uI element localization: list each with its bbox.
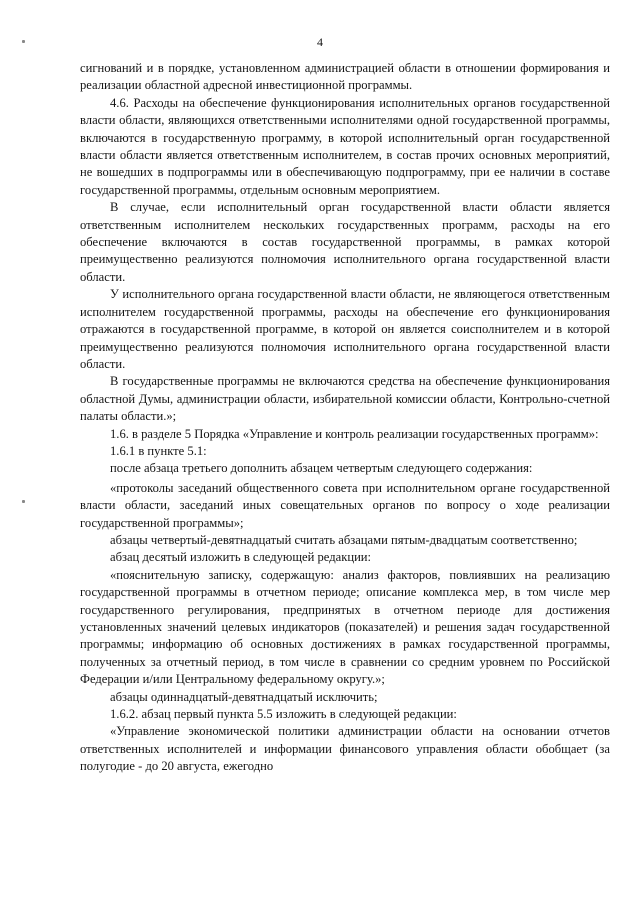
paragraph: абзацы четвертый-девятнадцатый считать абзацами пятым-двадцатым соответственно;	[110, 532, 578, 547]
paragraph: В государственные программы не включаются средства на обеспечение функционирования областной Думы, администрации области, избирательной комиссии области, Контрольно-счетной палаты области.»;	[80, 374, 610, 424]
paragraph: 4.6. Расходы на обеспечение функционирования исполнительных органов государственной власти области, являющихся ответственными исполнителями одной государственной программы, включаются в государственную программу, в которой исполнительный орган государственной власти области является ответственным исполнителем, в состав прочих основных мероприятий, не вошедших в подпрограммы или в обеспечивающую подпрограмму, при ее наличии в составе государственной программы, отдельным основным мероприятием.	[80, 95, 610, 197]
paragraph: 1.6. в разделе 5 Порядка «Управление и контроль реализации государственных программ»:	[110, 426, 599, 441]
paragraph: «пояснительную записку, содержащую: анализ факторов, повлиявших на реализацию государственной программы в отчетном периоде; описание комплекса мер, в том числе мер государственного регулирования, предпринятых в отчетном периоде для достижения установленных значений целевых индикаторов (показателей) и решения задач государственной программы; информацию об основных достижениях в рамках государственной программы, полученных за отчетный период, в том числе в сравнении со средним уровнем по Российской Федерации и/или Центральному федеральному округу.»;	[80, 567, 610, 687]
paragraph: 1.6.2. абзац первый пункта 5.5 изложить в следующей редакции:	[110, 707, 457, 722]
paragraph: «протоколы заседаний общественного совета при исполнительном органе государственной власти области, заседаний иных совещательных органов по вопросу о ходе реализации государственной программы»;	[80, 480, 610, 530]
paragraph: «Управление экономической политики администрации области на основании отчетов ответственных исполнителей и информации финансового управления области обобщает (за полугодие - до 20 августа, ежегодно	[80, 724, 610, 774]
paragraph: В случае, если исполнительный орган государственной власти области является ответственным исполнителем нескольких государственных программ, расходы на его обеспечение включаются в состав государственной программы, в рамках которой преимущественно реализуются полномочия исполнительного органа государственной власти области.	[80, 200, 610, 284]
paragraph: 1.6.1 в пункте 5.1:	[110, 443, 207, 458]
scan-mark	[22, 500, 25, 503]
paragraph: У исполнительного органа государственной власти области, не являющегося ответственным исполнителем государственной программы, расходы на обеспечение его функционирования отражаются в государственной программе, в которой он является соисполнителем и в которой преимущественно реализуются полномочия исполнительного органа государственной власти области.	[80, 287, 610, 371]
page-number: 4	[317, 35, 323, 49]
paragraph: сигнований и в порядке, установленном администрацией области в отношении формирования и реализации областной адресной инвестиционной программы.	[80, 61, 610, 93]
paragraph: абзацы одиннадцатый-девятнадцатый исключить;	[110, 689, 378, 704]
paragraph: после абзаца третьего дополнить абзацем четвертым следующего содержания:	[110, 461, 533, 476]
document-body	[80, 60, 610, 776]
paragraph: абзац десятый изложить в следующей редакции:	[110, 550, 372, 565]
